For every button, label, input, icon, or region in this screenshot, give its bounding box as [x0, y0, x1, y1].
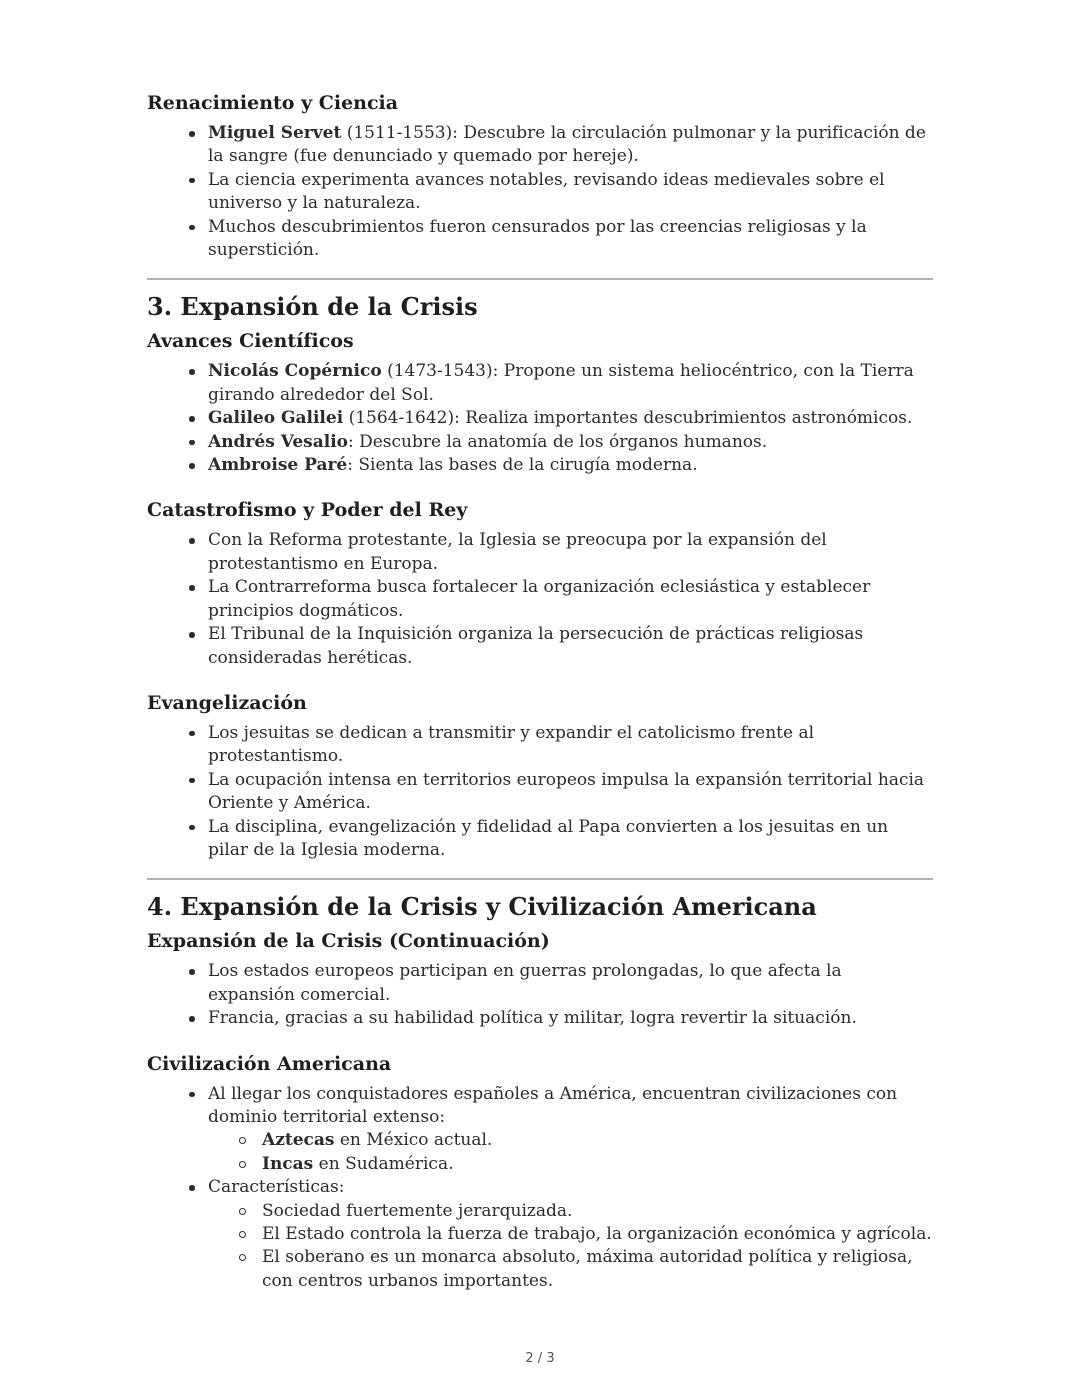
sub-list-item — [208, 1200, 933, 1223]
list-item — [147, 454, 933, 477]
list-item — [147, 1007, 933, 1030]
bold-text-run: Aztecas — [262, 1130, 335, 1151]
sub-heading: Renacimiento y Ciencia — [147, 92, 399, 114]
sub-heading: Civilización Americana — [147, 1052, 392, 1075]
text-run: Con la Reforma protestante, la Iglesia se preocupa por la expansión del protestantismo en Europa. — [208, 530, 827, 574]
bold-text-run: Miguel Servet — [208, 123, 342, 143]
section-heading: 4. Expansión de la Crisis y Civilización Americana — [147, 892, 817, 922]
list-item — [147, 769, 933, 816]
text-run: El Estado controla la fuerza de trabajo, la organización económica y agrícola. — [262, 1224, 932, 1244]
text-run: Sociedad fuertemente jerarquizada. — [262, 1200, 573, 1221]
text-run: Al llegar los conquistadores españoles a América, encuentran civilizaciones con dominio territorial extenso: — [208, 1083, 898, 1127]
text-run: Muchos descubrimientos fueron censurados por las creencias religiosas y la superstición. — [208, 216, 867, 261]
page-indicator: 2 / 3 — [525, 1351, 555, 1366]
list-item — [147, 576, 933, 623]
list-item — [147, 1176, 933, 1293]
list-item — [147, 122, 933, 169]
bold-text-run: Ambroise Paré — [208, 455, 348, 476]
bold-text-run: Nicolás Copérnico — [208, 361, 382, 382]
sub-bullet-list — [208, 1129, 933, 1176]
section-heading: 3. Expansión de la Crisis — [147, 292, 478, 322]
sub-heading: Expansión de la Crisis (Continuación) — [147, 930, 550, 953]
text-run: en Sudamérica. — [313, 1153, 454, 1174]
text-run: El Tribunal de la Inquisición organiza la persecución de prácticas religiosas consideradas heréticas. — [208, 624, 864, 668]
text-run: Los jesuitas se dedican a transmitir y expandir el catolicismo frente al protestantismo. — [208, 722, 815, 767]
text-run: La ocupación intensa en territorios europeos impulsa la expansión territorial hacia Oriente y América. — [208, 769, 925, 814]
list-item — [147, 722, 933, 769]
bullet-list — [147, 360, 933, 477]
text-run: : Sienta las bases de la cirugía moderna. — [347, 455, 698, 476]
sub-list-item — [208, 1153, 933, 1176]
list-item — [147, 216, 933, 263]
list-item — [147, 529, 933, 576]
sub-heading: Avances Científicos — [147, 330, 354, 353]
section-divider — [147, 278, 933, 280]
text-run: La ciencia experimenta avances notables, revisando ideas medievales sobre el universo y la naturaleza. — [208, 169, 885, 214]
list-item — [147, 169, 933, 216]
list-item — [147, 816, 933, 863]
section-divider — [147, 878, 933, 880]
bold-text-run: Incas — [262, 1153, 314, 1174]
list-item — [147, 407, 933, 430]
text-run: El soberano es un monarca absoluto, máxima autoridad política y religiosa, con centros urbanos importantes. — [262, 1247, 913, 1291]
list-item — [147, 623, 933, 670]
bullet-list — [147, 122, 933, 262]
sub-list-item — [208, 1223, 933, 1246]
text-run: (1564-1642): Realiza importantes descubrimientos astronómicos. — [343, 408, 913, 429]
list-item — [147, 1083, 933, 1177]
text-run: La Contrarreforma busca fortalecer la organización eclesiástica y establecer principios dogmáticos. — [208, 577, 871, 621]
bullet-list — [147, 960, 933, 1030]
page-footer — [0, 1351, 1080, 1366]
sub-bullet-list — [208, 1200, 933, 1294]
text-run: Francia, gracias a su habilidad política y militar, logra revertir la situación. — [208, 1008, 857, 1029]
sub-list-item — [208, 1129, 933, 1152]
text-run: Los estados europeos participan en guerras prolongadas, lo que afecta la expansión comercial. — [208, 961, 842, 1005]
list-item — [147, 960, 933, 1007]
text-run: La disciplina, evangelización y fidelidad al Papa convierten a los jesuitas en un pilar de la Iglesia moderna. — [208, 816, 889, 860]
document-content — [147, 90, 933, 1293]
bullet-list — [147, 529, 933, 669]
text-run: (1473-1543): Propone un sistema heliocéntrico, con la Tierra girando alrededor del Sol. — [208, 361, 914, 405]
bullet-list — [147, 1083, 933, 1294]
bold-text-run: Andrés Vesalio — [208, 431, 348, 452]
sub-list-item — [208, 1246, 933, 1293]
text-run: : Descubre la anatomía de los órganos humanos. — [347, 431, 768, 452]
text-run: Características: — [208, 1177, 345, 1198]
sub-heading: Evangelización — [147, 691, 307, 714]
text-run: en México actual. — [334, 1130, 493, 1151]
bullet-list — [147, 722, 933, 862]
sub-heading: Catastrofismo y Poder del Rey — [147, 499, 468, 522]
text-run: (1511-1553): Descubre la circulación pulmonar y la purificación de la sangre (fue denunciado y quemado por hereje). — [208, 123, 926, 167]
list-item — [147, 360, 933, 407]
bold-text-run: Galileo Galilei — [208, 408, 344, 429]
list-item — [147, 431, 933, 454]
